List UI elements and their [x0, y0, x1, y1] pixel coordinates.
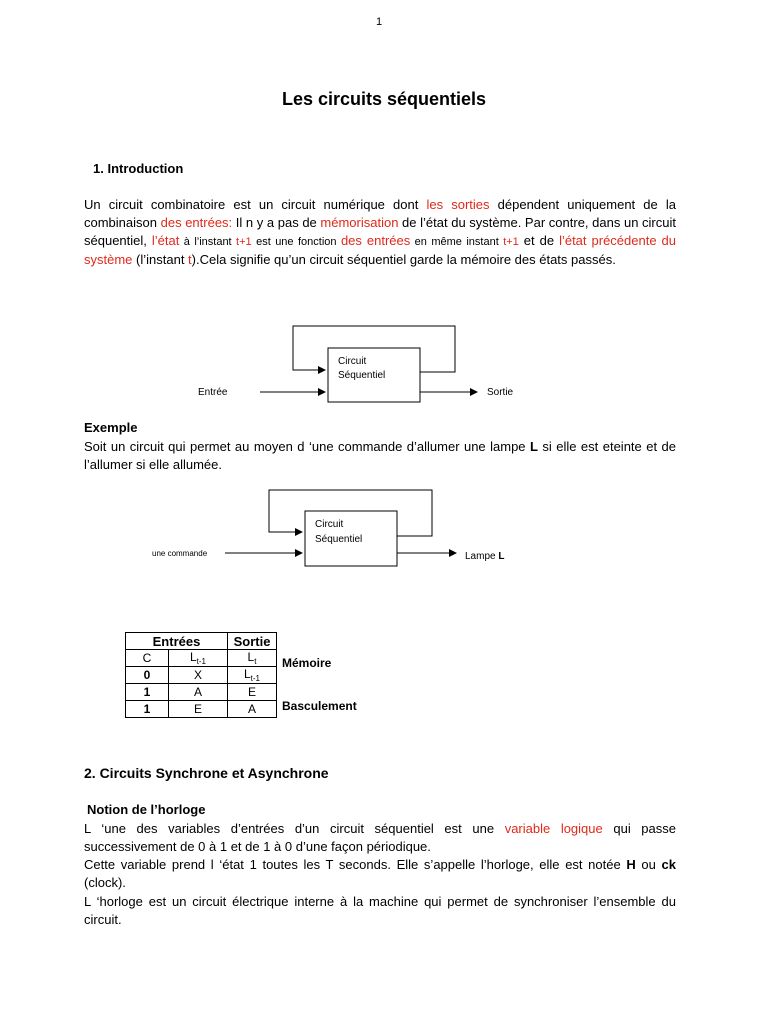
example-heading: Exemple	[84, 420, 138, 435]
circuit-box-label-1: Circuit	[315, 519, 344, 530]
truth-table	[125, 632, 277, 718]
memory-label: Mémoire	[282, 656, 332, 670]
input-label: Entrée	[198, 387, 228, 398]
output-label: Sortie	[487, 387, 514, 398]
clock-paragraph-3: L ‘horloge est un circuit électrique interne à la machine qui permet de synchroniser l’ensemble du circuit.	[84, 894, 676, 927]
sequential-circuit-diagram	[180, 318, 540, 418]
input-label: une commande	[152, 549, 208, 558]
page-number: 1	[375, 16, 383, 28]
table-header-row	[126, 633, 277, 650]
table-row: C $L_{t-1}$ $L_t$	[126, 650, 277, 667]
toggle-label: Basculement	[282, 699, 357, 713]
table-row: 1 E A	[126, 701, 277, 718]
circuit-box-label-2: Séquentiel	[338, 370, 386, 381]
lamp-circuit-diagram	[140, 482, 540, 582]
circuit-box-label-2: Séquentiel	[315, 534, 363, 545]
clock-paragraph-2: Cette variable prend l ‘état 1 toutes les T seconds. Elle s’appelle l’horloge, elle est notée H ou ck (clock).	[84, 857, 676, 890]
clock-paragraph-1: L ‘une des variables d’entrées d’un circuit séquentiel est une variable logique qui passe successivement de 0 à 1 et de 1 à 0 d’une façon périodique.	[84, 821, 676, 854]
table-row: 1 A E	[126, 684, 277, 701]
header-inputs: Entrées	[126, 633, 228, 650]
header-output: Sortie	[228, 633, 277, 650]
example-text: Soit un circuit qui permet au moyen d ‘une commande d’allumer une lampe L si elle est eteinte et de l’allumer si elle allumée.	[84, 439, 676, 472]
circuit-box-label-1: Circuit	[338, 356, 367, 367]
output-label: Lampe L	[465, 551, 505, 562]
table-row: 0 X $L_{t-1}$	[126, 667, 277, 684]
section-2-heading: 2. Circuits Synchrone et Asynchrone	[84, 765, 329, 781]
page-title: Les circuits séquentiels	[281, 89, 487, 109]
clock-subheading: Notion de l’horloge	[87, 802, 206, 817]
intro-paragraph: Un circuit combinatoire est un circuit numérique dont les sorties dépendent uniquement de la combinaison des entrées: Il n y a pas de mémorisation de l’état du système. Par contre, dans un circuit séquentiel, l’état à l’instant t+1 est une fonction des entrées en même instant t+1 et de l’état précédente du système (l’instant t).Cela signifie qu’un circuit séquentiel garde la mémoire des états passés.	[84, 197, 677, 267]
section-1-heading: 1. Introduction	[93, 161, 184, 176]
